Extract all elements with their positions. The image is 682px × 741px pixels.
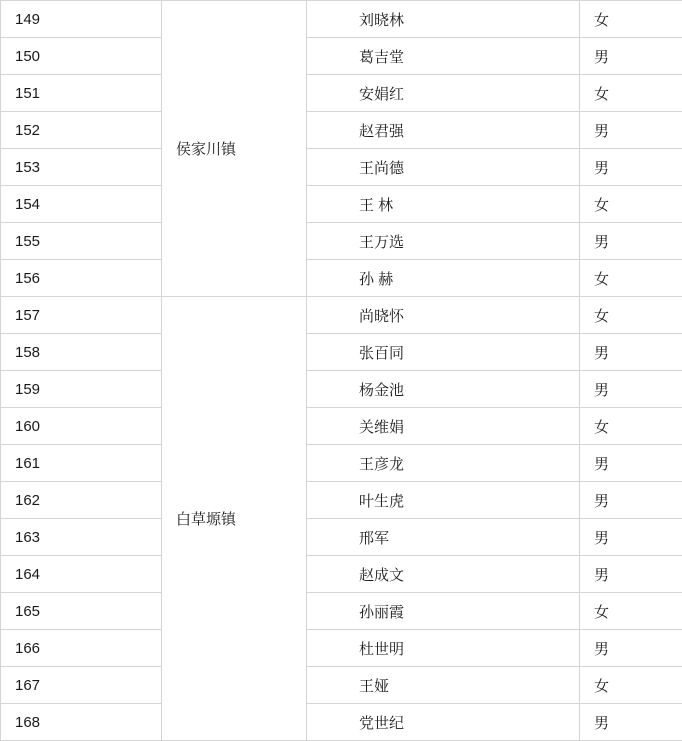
name-text: 孙丽霞 <box>321 601 579 622</box>
name-text: 赵成文 <box>321 564 579 585</box>
cell-index: 152 <box>1 112 162 149</box>
name-text: 王娅 <box>321 675 579 696</box>
cell-sex: 女 <box>580 667 682 704</box>
cell-index: 160 <box>1 408 162 445</box>
roster-table-body <box>1 1 682 741</box>
cell-name <box>307 593 580 630</box>
cell-index: 168 <box>1 704 162 741</box>
cell-index: 157 <box>1 297 162 334</box>
cell-sex: 男 <box>580 556 682 593</box>
name-text: 孙 赫 <box>321 268 579 289</box>
cell-sex: 男 <box>580 38 682 75</box>
cell-sex: 男 <box>580 519 682 556</box>
cell-sex: 男 <box>580 371 682 408</box>
name-text: 叶生虎 <box>321 490 579 511</box>
cell-name <box>307 260 580 297</box>
cell-index: 164 <box>1 556 162 593</box>
cell-sex: 女 <box>580 260 682 297</box>
cell-index: 158 <box>1 334 162 371</box>
table-row <box>1 482 682 519</box>
cell-name <box>307 186 580 223</box>
name-text: 尚晓怀 <box>321 305 579 326</box>
cell-sex: 男 <box>580 334 682 371</box>
cell-name <box>307 445 580 482</box>
cell-name <box>307 149 580 186</box>
cell-index: 161 <box>1 445 162 482</box>
cell-sex: 男 <box>580 112 682 149</box>
table-row <box>1 371 682 408</box>
cell-sex: 男 <box>580 149 682 186</box>
table-row <box>1 112 682 149</box>
cell-index: 165 <box>1 593 162 630</box>
cell-index: 156 <box>1 260 162 297</box>
cell-sex: 女 <box>580 593 682 630</box>
name-text: 党世纪 <box>321 712 579 733</box>
cell-name <box>307 297 580 334</box>
name-text: 刘晓林 <box>321 9 579 30</box>
cell-index: 162 <box>1 482 162 519</box>
cell-name <box>307 1 580 38</box>
cell-name <box>307 667 580 704</box>
cell-sex: 男 <box>580 482 682 519</box>
name-text: 邢军 <box>321 527 579 548</box>
table-row <box>1 334 682 371</box>
table-row <box>1 260 682 297</box>
table-row <box>1 519 682 556</box>
cell-name <box>307 334 580 371</box>
cell-index: 163 <box>1 519 162 556</box>
cell-name <box>307 482 580 519</box>
cell-name <box>307 223 580 260</box>
table-row <box>1 593 682 630</box>
cell-name <box>307 556 580 593</box>
table-row <box>1 38 682 75</box>
cell-index: 167 <box>1 667 162 704</box>
cell-index: 153 <box>1 149 162 186</box>
cell-sex: 男 <box>580 445 682 482</box>
name-text: 王万选 <box>321 231 579 252</box>
cell-sex: 女 <box>580 75 682 112</box>
cell-town-group: 侯家川镇 <box>162 1 307 297</box>
table-row <box>1 667 682 704</box>
cell-index: 150 <box>1 38 162 75</box>
cell-sex: 女 <box>580 297 682 334</box>
cell-index: 151 <box>1 75 162 112</box>
name-text: 张百同 <box>321 342 579 363</box>
table-row <box>1 445 682 482</box>
cell-name <box>307 371 580 408</box>
table-row <box>1 75 682 112</box>
table-row <box>1 1 682 38</box>
cell-index: 154 <box>1 186 162 223</box>
name-text: 安娟红 <box>321 83 579 104</box>
name-text: 王 林 <box>321 194 579 215</box>
name-text: 葛吉堂 <box>321 46 579 67</box>
name-text: 杨金池 <box>321 379 579 400</box>
cell-sex: 女 <box>580 186 682 223</box>
table-row <box>1 704 682 741</box>
cell-name <box>307 38 580 75</box>
cell-sex: 男 <box>580 223 682 260</box>
cell-name <box>307 112 580 149</box>
table-row <box>1 149 682 186</box>
table-row <box>1 186 682 223</box>
cell-index: 155 <box>1 223 162 260</box>
cell-index: 159 <box>1 371 162 408</box>
cell-name <box>307 704 580 741</box>
cell-sex: 女 <box>580 408 682 445</box>
name-text: 王彦龙 <box>321 453 579 474</box>
table-row <box>1 408 682 445</box>
table-row <box>1 297 682 334</box>
cell-sex: 男 <box>580 704 682 741</box>
cell-name <box>307 75 580 112</box>
cell-index: 149 <box>1 1 162 38</box>
cell-sex: 男 <box>580 630 682 667</box>
cell-sex: 女 <box>580 1 682 38</box>
name-text: 关维娟 <box>321 416 579 437</box>
name-text: 杜世明 <box>321 638 579 659</box>
cell-name <box>307 519 580 556</box>
cell-name <box>307 408 580 445</box>
cell-name <box>307 630 580 667</box>
cell-index: 166 <box>1 630 162 667</box>
table-row <box>1 223 682 260</box>
name-text: 赵君强 <box>321 120 579 141</box>
table-row <box>1 630 682 667</box>
table-row <box>1 556 682 593</box>
name-text: 王尚德 <box>321 157 579 178</box>
cell-town-group: 白草塬镇 <box>162 297 307 741</box>
